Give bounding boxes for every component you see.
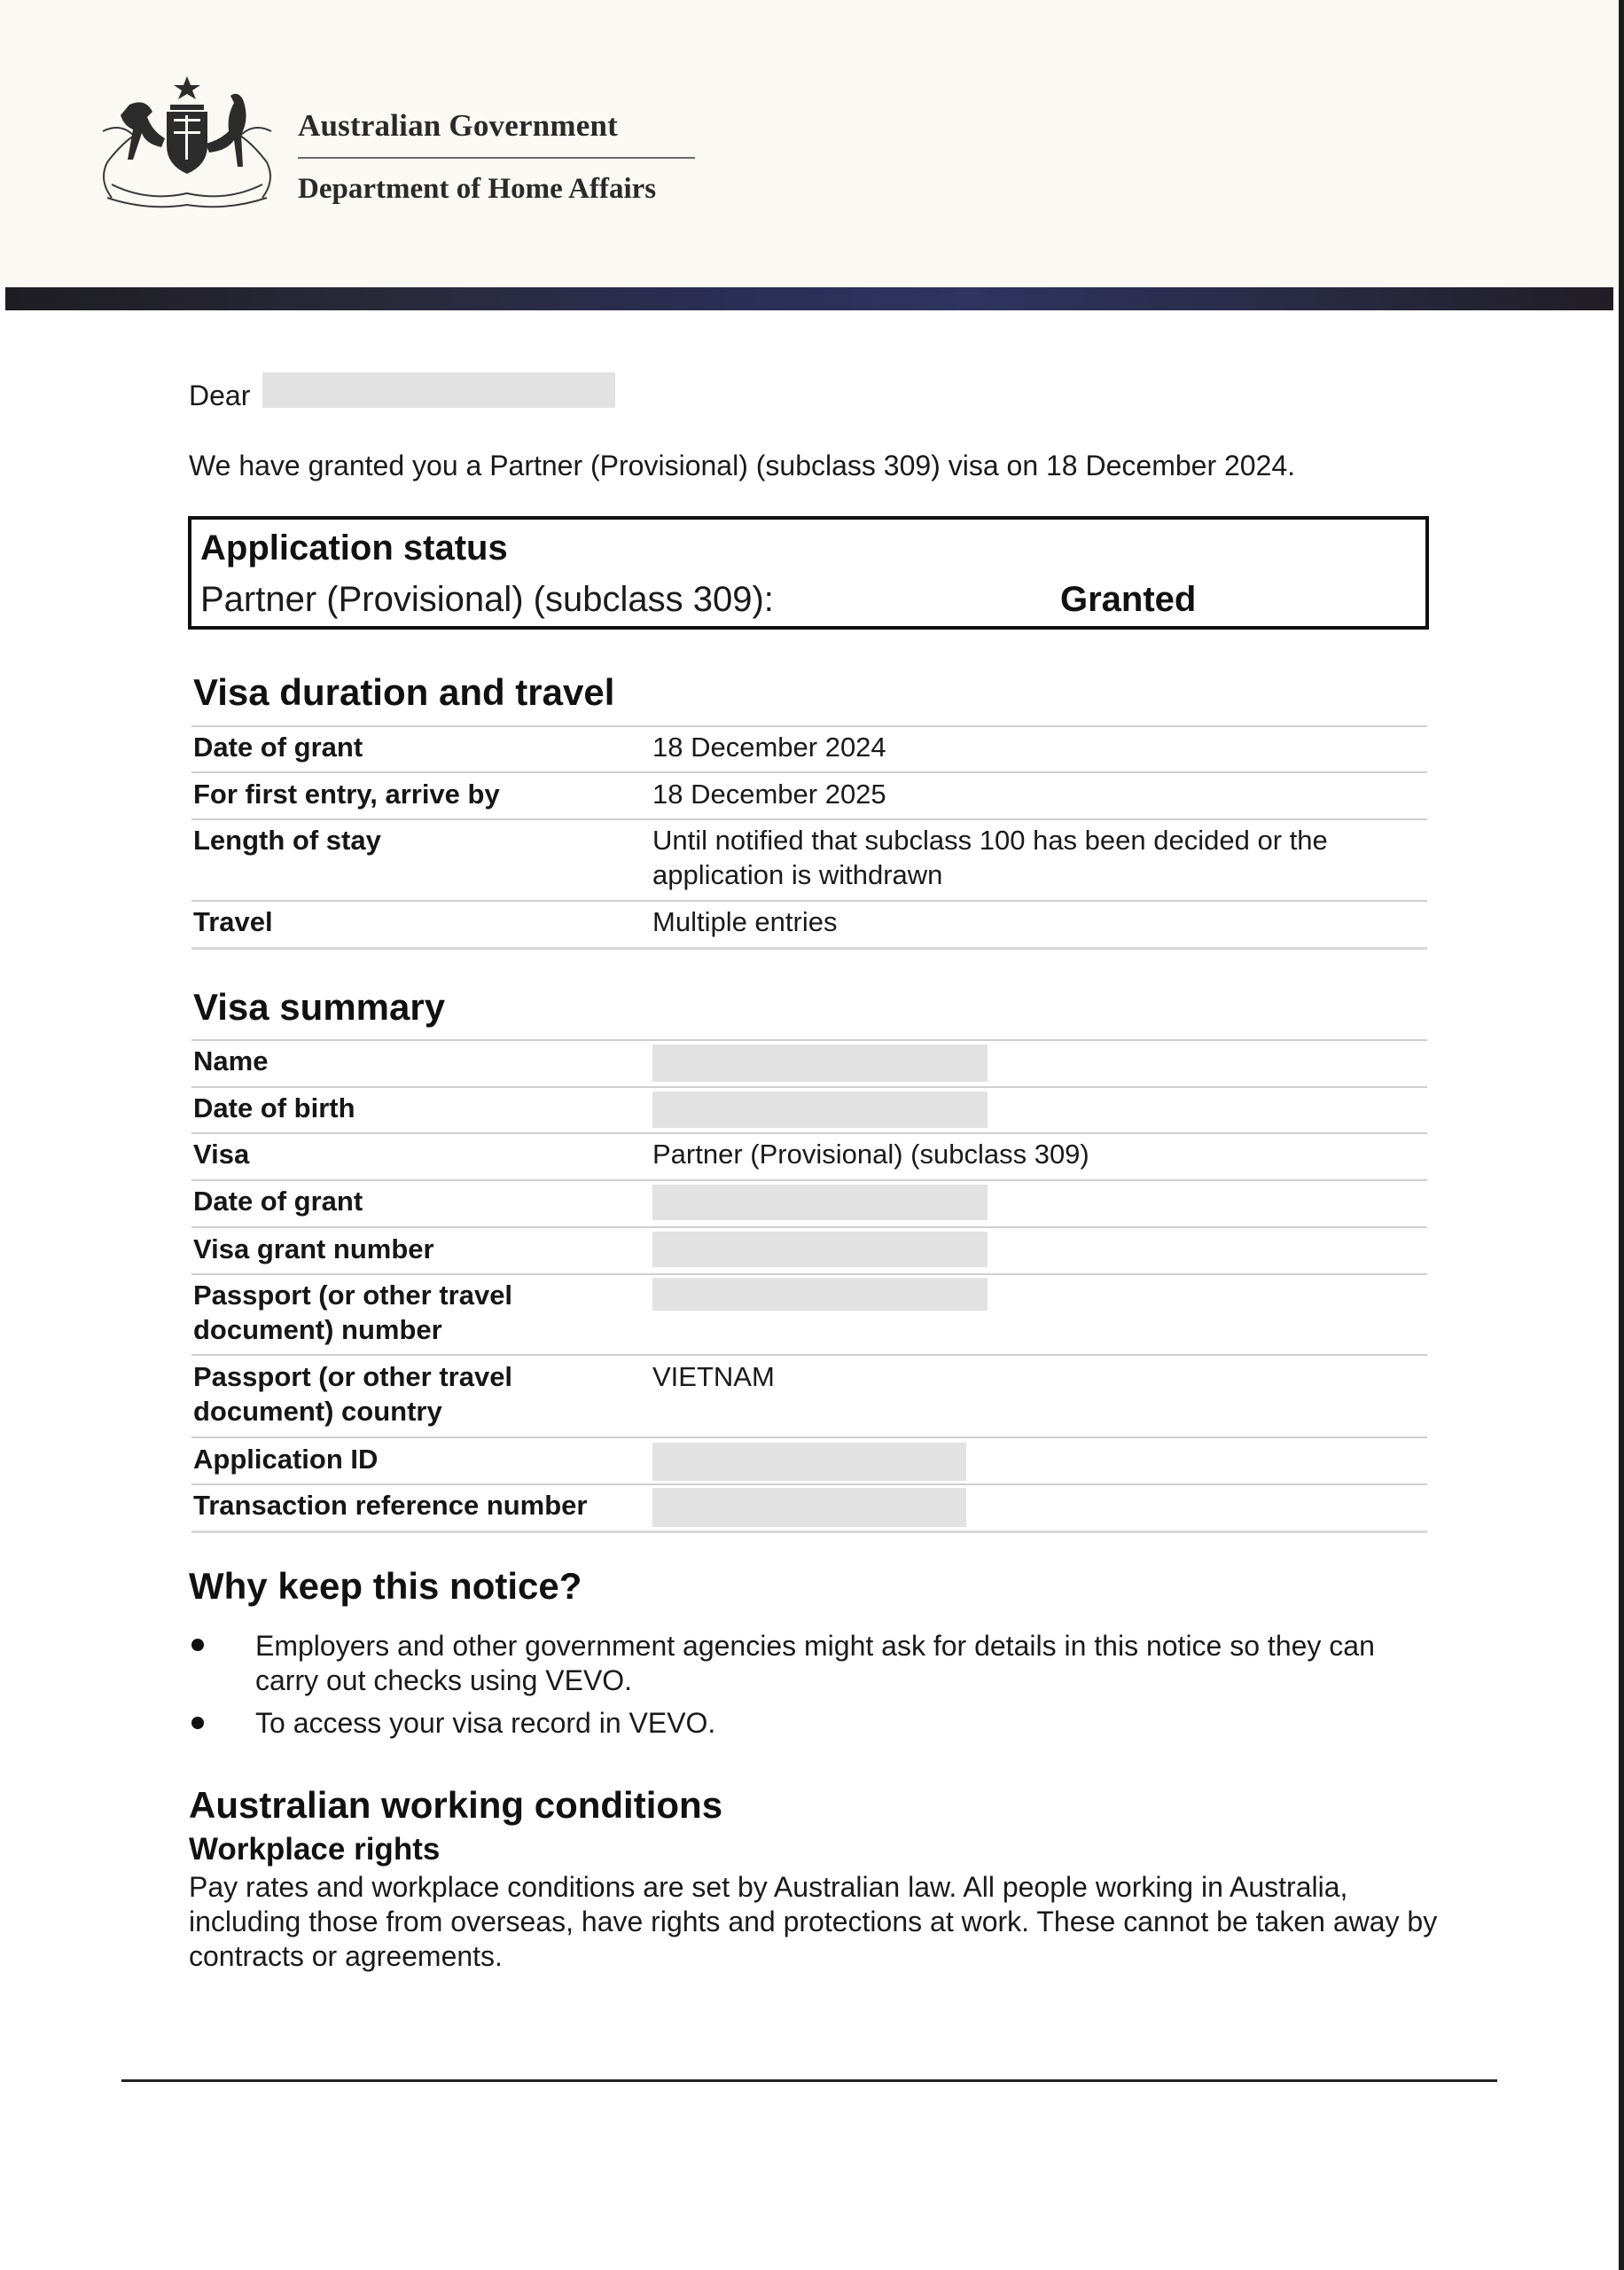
duration-label: Length of stay <box>193 825 381 856</box>
table-rule <box>191 1179 1427 1181</box>
table-rule <box>191 1273 1427 1275</box>
application-status-heading: Application status <box>200 528 508 568</box>
page-edge <box>1619 0 1624 2270</box>
table-rule <box>191 1530 1427 1533</box>
duration-label: Date of grant <box>193 732 363 763</box>
duration-label: Travel <box>193 906 273 937</box>
department-title: Department of Home Affairs <box>298 173 657 205</box>
table-rule <box>191 771 1427 773</box>
duration-value: Until notified that subclass 100 has been decided or the application is withdrawn <box>652 825 1328 890</box>
application-status-value: Granted <box>1060 580 1197 619</box>
bullet-icon <box>191 1717 204 1729</box>
summary-value: VIETNAM <box>652 1361 775 1392</box>
duration-value: Multiple entries <box>652 906 838 937</box>
redacted-transaction-reference <box>652 1488 966 1527</box>
summary-label: Application ID <box>193 1444 379 1475</box>
why-keep-bullet: Employers and other government agencies might ask for details in this notice so they can carry out checks using VEVO. <box>255 1630 1375 1696</box>
summary-label: Visa grant number <box>193 1233 434 1264</box>
workplace-rights-heading: Workplace rights <box>189 1832 441 1867</box>
table-rule <box>191 947 1427 950</box>
summary-label: Passport (or other travel document) number <box>193 1280 513 1345</box>
summary-label: Date of birth <box>193 1092 355 1123</box>
table-rule <box>191 1132 1427 1134</box>
redacted-recipient-name <box>262 372 615 408</box>
application-status-box <box>188 516 1429 630</box>
table-rule <box>191 1483 1427 1485</box>
redacted-date-of-grant <box>652 1185 988 1220</box>
table-rule <box>191 900 1427 902</box>
working-conditions-heading: Australian working conditions <box>189 1784 723 1826</box>
bullet-icon <box>191 1639 204 1651</box>
letterhead-divider <box>298 157 695 159</box>
redacted-name <box>652 1045 988 1082</box>
commonwealth-coat-of-arms-icon <box>94 69 280 216</box>
summary-heading: Visa summary <box>193 986 446 1028</box>
salutation: Dear <box>189 380 251 411</box>
redacted-passport-number <box>652 1278 988 1311</box>
summary-label: Date of grant <box>193 1186 363 1217</box>
table-rule <box>191 1086 1427 1088</box>
summary-label: Visa <box>193 1139 250 1170</box>
government-title: Australian Government <box>298 108 618 143</box>
redacted-date-of-birth <box>652 1092 988 1128</box>
grant-intro: We have granted you a Partner (Provisional) (subclass 309) visa on 18 December 2024. <box>189 450 1296 481</box>
table-rule <box>191 1226 1427 1228</box>
duration-value: 18 December 2025 <box>652 779 886 810</box>
why-keep-heading: Why keep this notice? <box>189 1565 582 1607</box>
duration-value: 18 December 2024 <box>652 732 886 763</box>
workplace-rights-paragraph: Pay rates and workplace conditions are set by Australian law. All people working in Australia, including those from overseas, have rights and protections at work. These cannot be taken away by contracts or agreements. <box>189 1871 1438 1972</box>
redacted-application-id <box>652 1443 966 1481</box>
footer-divider <box>121 2079 1497 2082</box>
summary-label: Passport (or other travel document) country <box>193 1361 513 1427</box>
table-rule <box>191 1039 1427 1041</box>
table-rule <box>191 1436 1427 1438</box>
redacted-visa-grant-number <box>652 1232 988 1267</box>
table-rule <box>191 818 1427 820</box>
table-rule <box>191 725 1427 727</box>
why-keep-bullet: To access your visa record in VEVO. <box>255 1707 716 1739</box>
application-status-visa: Partner (Provisional) (subclass 309): <box>200 580 774 619</box>
summary-value: Partner (Provisional) (subclass 309) <box>652 1139 1089 1170</box>
duration-label: For first entry, arrive by <box>193 779 500 810</box>
table-rule <box>191 1354 1427 1356</box>
letterhead-banner <box>5 287 1613 310</box>
summary-label: Name <box>193 1045 269 1076</box>
duration-heading: Visa duration and travel <box>193 671 615 713</box>
summary-label: Transaction reference number <box>193 1490 588 1521</box>
